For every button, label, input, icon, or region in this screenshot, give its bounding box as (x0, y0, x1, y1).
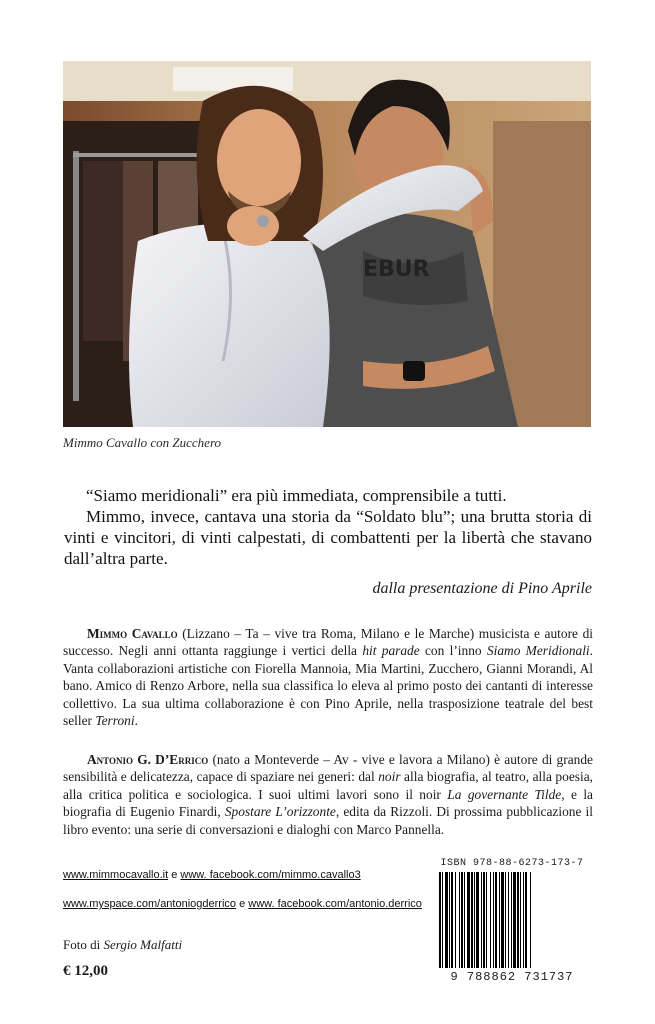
barcode-bar (439, 872, 441, 968)
barcode-bar (474, 872, 475, 968)
bio-text: , edita da Rizzoli. Di prossima pubblicazione il libro evento: una serie di conversazioni e dialoghi con Marco Pannella. (63, 804, 593, 837)
bio-emphasis: La governante Tilde (447, 786, 562, 802)
photo-credit (63, 937, 182, 953)
barcode-bar (481, 872, 482, 968)
quote-paragraph-2: Mimmo, invece, cantava una storia da “Soldato blu”; una brutta storia di vinti e vincitori, di vinti calpestati, di combattenti per la libertà che stavano dall’altra parte. (64, 507, 592, 568)
bio-emphasis: hit parade (362, 643, 420, 659)
link-mimmocavallo-site[interactable]: www.mimmocavallo.it (63, 869, 169, 881)
credit-prefix: Foto di (63, 937, 104, 952)
quote-attribution: dalla presentazione di Pino Aprile (372, 580, 592, 597)
price: € 12,00 (63, 963, 108, 979)
bio-text: (nato a Monteverde – Av - vive e lavora a Milano) è autore di grande sensibilità e delicatezza, capace di spaziare nei generi: dal (63, 752, 593, 785)
barcode-bar (459, 872, 460, 968)
bio-emphasis: noir (378, 769, 401, 785)
bio-name: Mimmo Cavallo (87, 626, 178, 641)
bio-emphasis: Siamo Meridionali (486, 643, 590, 659)
barcode-bar (455, 872, 456, 968)
links-row-1 (63, 869, 361, 881)
links-row-2 (63, 898, 422, 910)
bio-text: , e la biografia di Eugenio Finardi, (63, 786, 593, 820)
link-antonio-facebook[interactable]: www. facebook.com/antonio.derrico (248, 898, 422, 910)
photo-two-men-backstage-icon (63, 61, 591, 427)
barcode-bar (499, 872, 500, 968)
barcode-bar (451, 872, 453, 968)
isbn-digits: 9 788862 731737 (450, 970, 574, 984)
bio-text: alla biografia, al teatro, alla poesia, alla critica politica e sociologica. I suoi ultimi lavori sono il noir (63, 769, 593, 802)
bio-emphasis: Spostare L’orizzonte (224, 804, 336, 820)
barcode-bar (508, 872, 509, 968)
link-antonio-myspace[interactable]: www.myspace.com/antoniogderrico (63, 898, 237, 910)
barcode-bar (483, 872, 485, 968)
barcode-bar (505, 872, 506, 968)
bio-name: Antonio G. D’Errico (87, 752, 209, 767)
barcode-bar (476, 872, 479, 968)
barcode-bar (501, 872, 504, 968)
bio-text: . Vanta collaborazioni artistiche con Fiorella Mannoia, Mia Martini, Zucchero, Gianni Morandi, Al bano. Amico di Renzo Arbore, nella sua classifica lo eleva al primo posto dei cantanti di interesse collettivo. La sua ultima collaborazione è con Pino Aprile, nella trasposizione teatrale del best seller (63, 643, 594, 729)
barcode-bar (464, 872, 465, 968)
bio-text: (Lizzano – Ta – vive tra Roma, Milano e le Marche) musicista e autore di successo. Negli anni ottanta raggiunge i vertici della (63, 626, 593, 659)
barcode-bar (442, 872, 443, 968)
barcode-bar (449, 872, 450, 968)
bio-emphasis: Terroni (95, 713, 135, 729)
barcode-bar (445, 872, 448, 968)
credit-name: Sergio Malfatti (103, 937, 183, 952)
barcode-icon (431, 872, 593, 970)
bio-mimmo-cavallo (63, 625, 593, 729)
barcode-bar (490, 872, 491, 968)
link-separator: e (236, 898, 249, 910)
barcode-bar (461, 872, 463, 968)
isbn-barcode-block (431, 858, 593, 986)
photo-caption: Mimmo Cavallo con Zucchero (63, 435, 222, 450)
barcode-bar (511, 872, 512, 968)
bio-antonio-derrico (63, 751, 593, 838)
link-separator: e (168, 869, 181, 881)
quote-block (64, 485, 592, 569)
barcode-bar (517, 872, 519, 968)
barcode-bar (525, 872, 527, 968)
isbn-label: ISBN 978-88-6273-173-7 (440, 858, 584, 869)
barcode-bar (523, 872, 524, 968)
link-mimmo-facebook[interactable]: www. facebook.com/mimmo.cavallo3 (180, 869, 361, 881)
quote-paragraph-1: “Siamo meridionali” era più immediata, comprensibile a tutti. (86, 486, 507, 505)
cover-photo (63, 61, 591, 427)
barcode-bar (493, 872, 494, 968)
barcode-bar (495, 872, 497, 968)
barcode-bar (467, 872, 470, 968)
barcode-bar (530, 872, 531, 968)
barcode-bar (486, 872, 487, 968)
shirt-print: EBUR (363, 257, 430, 282)
barcode-bar (513, 872, 516, 968)
bio-text: con l’inno (419, 643, 487, 659)
barcode-bar (471, 872, 473, 968)
barcode-bar (520, 872, 521, 968)
bio-text: . (134, 713, 138, 729)
